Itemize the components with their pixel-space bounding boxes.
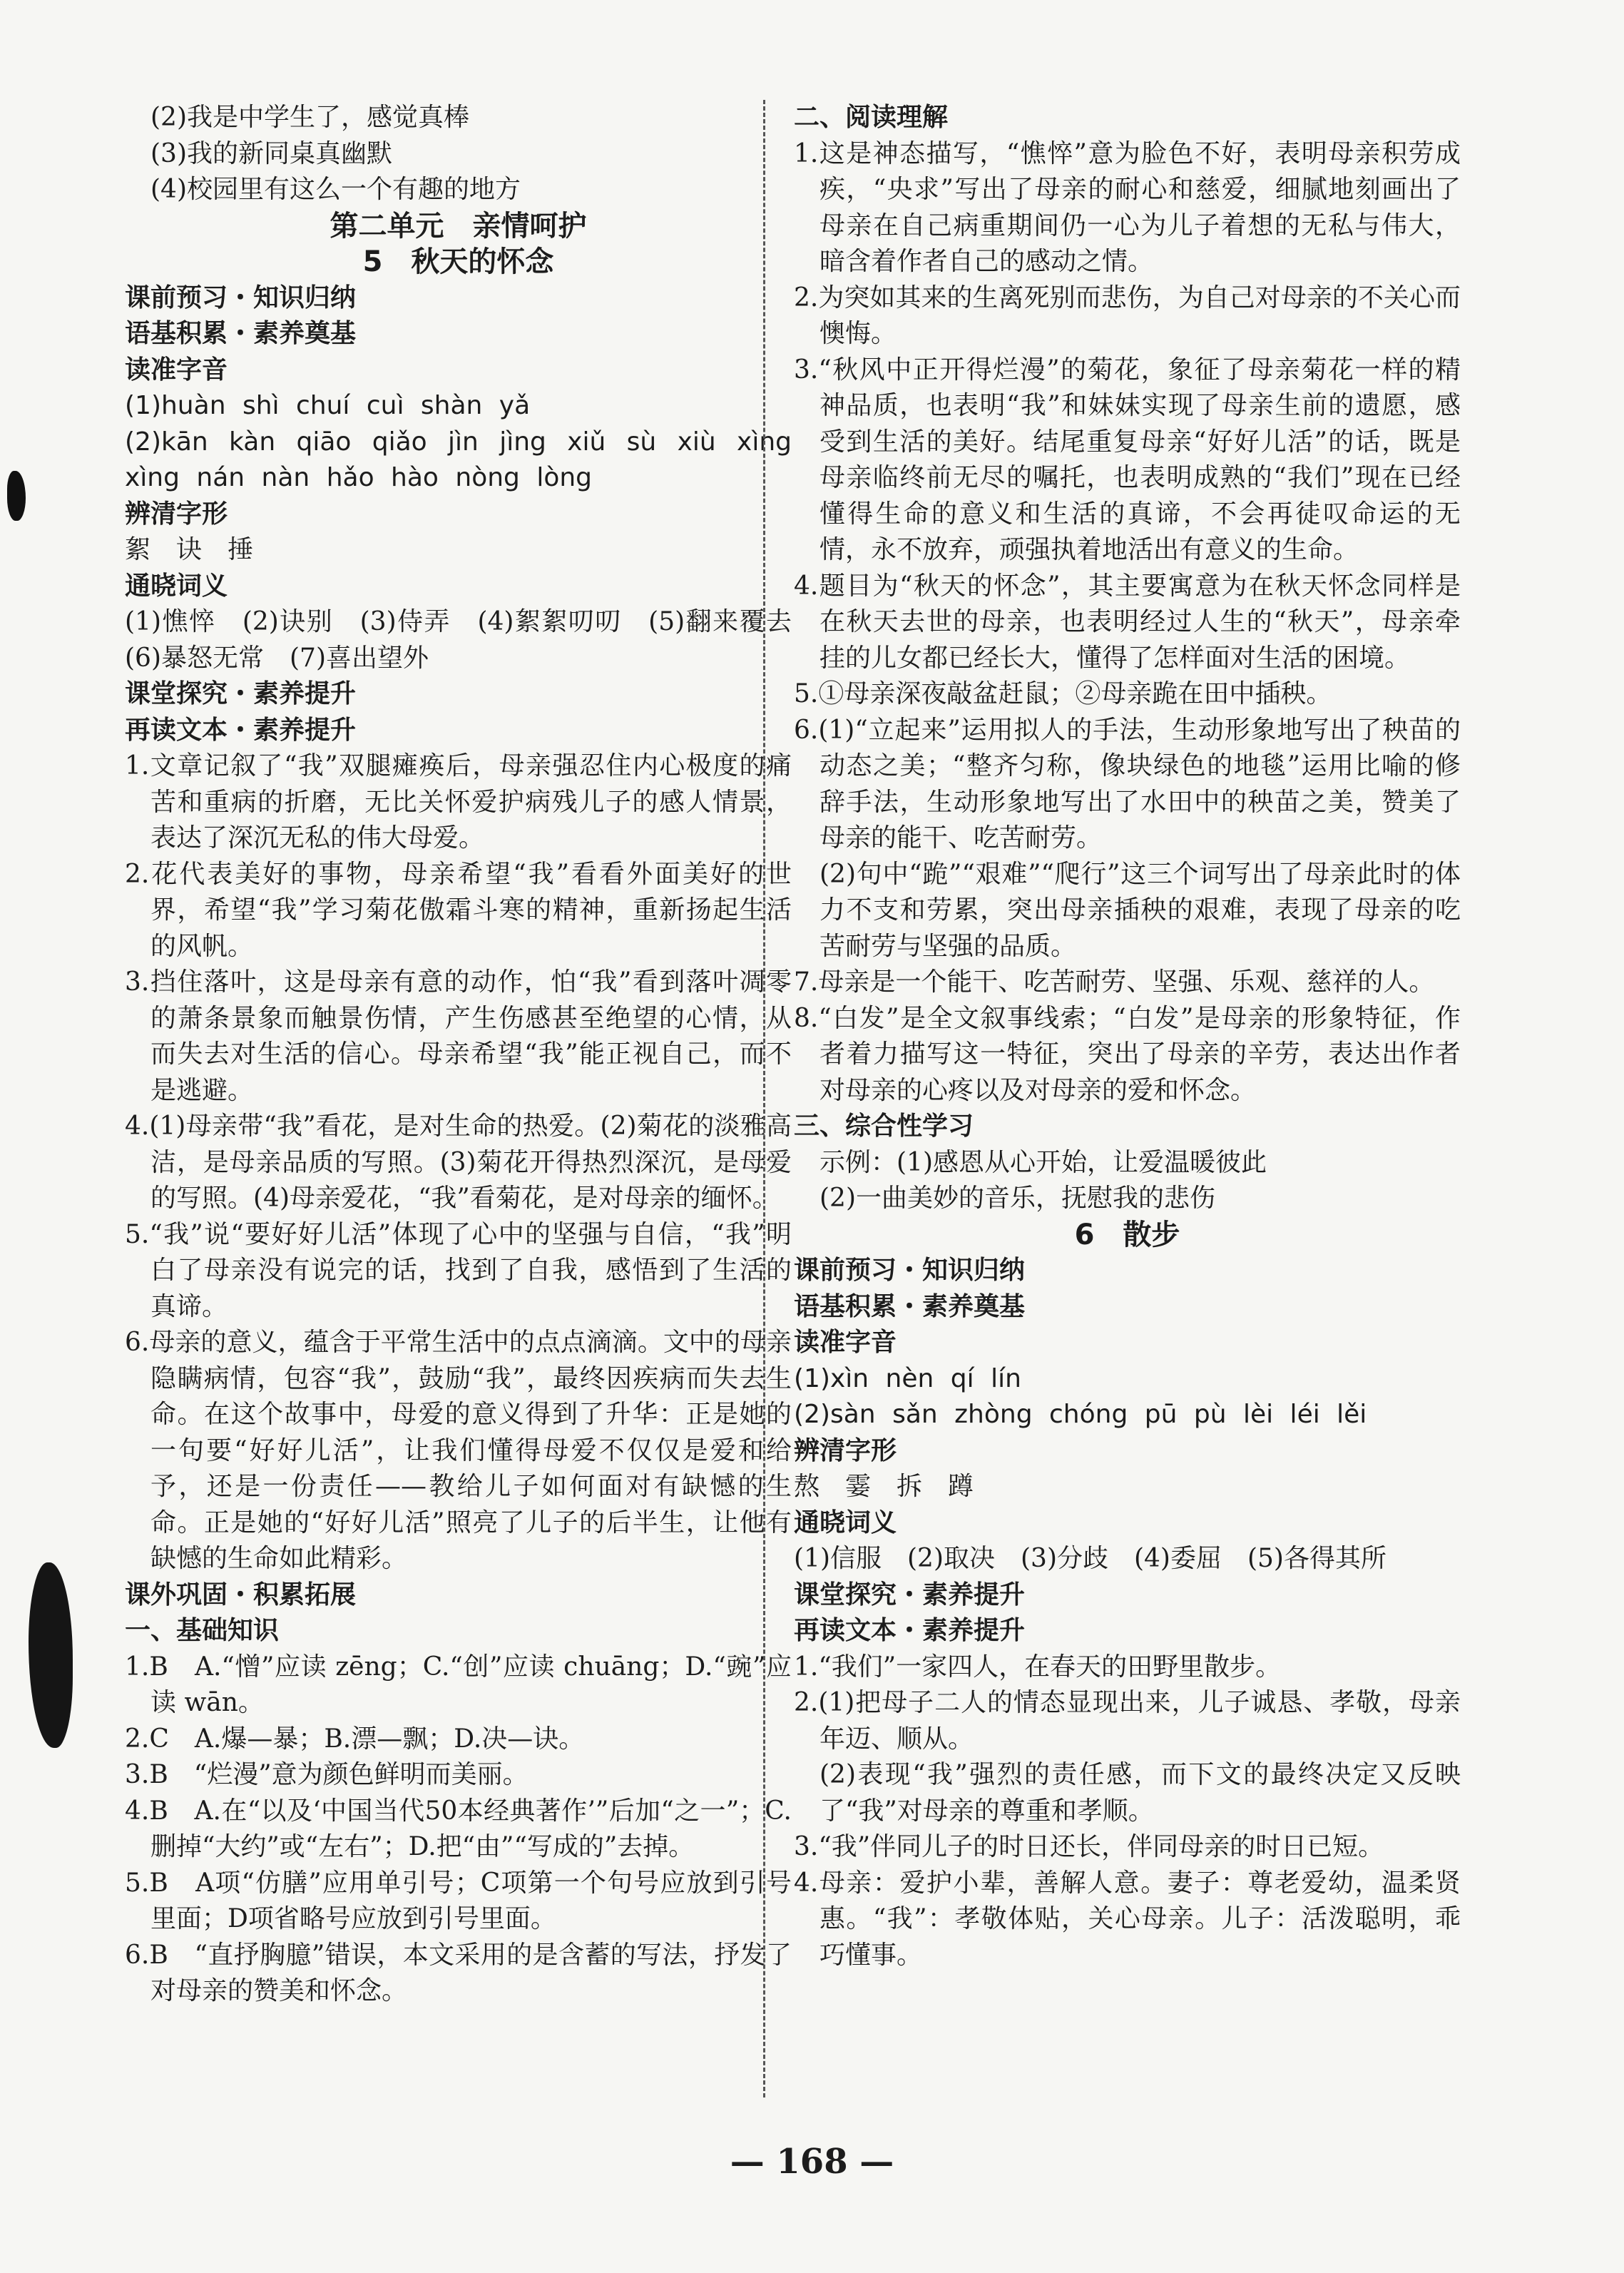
text-line: 6.B “直抒胸臆”错误，本文采用的是含蓄的写法，抒发了对母亲的赞美和怀念。: [125, 1940, 792, 2005]
section-heading: 课前预习・知识归纳: [125, 283, 357, 312]
text-line: 6.(1)“立起来”运用拟人的手法，生动形象地写出了秧苗的动态之美；“整齐匀称，像块绿色的地毯”运用比喻的修辞手法，生动形象地写出了水田中的秧苗之美，赞美了母亲的能干、吃苦耐劳。: [794, 715, 1461, 853]
text-line: 3.“秋风中正开得烂漫”的菊花，象征了母亲菊花一样的精神品质，也表明“我”和妹妹实现了母亲生前的遗愿，感受到生活的美好。结尾重复母亲“好好儿活”的话，既是母亲临终前无尽的嘱托，也表明成熟的“我们”现在已经懂得生命的意义和生活的真谛，不会再徒叹命运的无情，永不放弃，顽强执着地活出有意义的生命。: [794, 355, 1461, 564]
page-number: — 168 —: [730, 2142, 894, 2182]
section-heading: 课堂探究・素养提升: [125, 679, 357, 708]
section-heading: 5 秋天的怀念: [362, 245, 554, 278]
section-heading: 二、阅读理解: [794, 103, 949, 132]
text-line: 8.“白发”是全文叙事线索；“白发”是母亲的形象特征，作者着力描写这一特征，突出了母亲的辛劳，表达出作者对母亲的心疼以及对母亲的爱和怀念。: [794, 1003, 1461, 1105]
text-line: 7.母亲是一个能干、吃苦耐劳、坚强、乐观、慈祥的人。: [794, 967, 1435, 997]
text-line: (2)我是中学生了，感觉真棒: [150, 103, 469, 132]
text-line: 1.“我们”一家四人，在春天的田野里散步。: [794, 1652, 1282, 1682]
text-line: 絮 诀 捶: [125, 535, 254, 564]
left-column: [125, 100, 818, 2010]
text-line: 5.①母亲深夜敲盆赶鼠；②母亲跪在田中插秧。: [794, 679, 1332, 708]
text-line: 2.花代表美好的事物，母亲希望“我”看看外面美好的世界，希望“我”学习菊花傲霜斗寒的精神，重新扬起生活的风帆。: [125, 859, 792, 961]
text-line: 示例：(1)感恩从心开始，让爱温暖彼此: [819, 1147, 1267, 1177]
text-line: 3.挡住落叶，这是母亲有意的动作，怕“我”看到落叶凋零的萧条景象而触景伤情，产生伤感甚至绝望的心情，从而失去对生活的信心。母亲希望“我”能正视自己，而不是逃避。: [125, 967, 792, 1105]
text-line: (1)憔悴 (2)诀别 (3)侍弄 (4)絮絮叨叨 (5)翻来覆去 (6)暴怒无常 (7)喜出望外: [125, 607, 818, 673]
text-line: (2)kān kàn qiāo qiǎo jìn jìng xiǔ sù xiù xìng xìng nán nàn hǎo hào nòng lòng: [125, 427, 792, 492]
text-line: 2.C A.爆—暴；B.漂—飘；D.决—诀。: [125, 1724, 585, 1754]
section-heading: 辨清字形: [125, 499, 228, 529]
text-line: (2)sàn sǎn zhòng chóng pū pù lèi léi lěi: [794, 1400, 1367, 1429]
text-line: 熬 霎 拆 蹲: [794, 1472, 974, 1501]
text-line: (2)一曲美妙的音乐，抚慰我的悲伤: [819, 1184, 1215, 1213]
text-line: 6.母亲的意义，蕴含于平常生活中的点点滴滴。文中的母亲隐瞒病情，包容“我”，鼓励“我”，最终因疾病而失去生命。在这个故事中，母爱的意义得到了升华：正是她的一句要“好好儿活”，让我们懂得母爱不仅仅是爱和给予，还是一份责任——教给儿子如何面对有缺憾的生命。正是她的“好好儿活”照亮了儿子的后半生，让他有缺憾的生命如此精彩。: [125, 1328, 792, 1573]
section-heading: 读准字音: [125, 355, 228, 385]
right-column: [794, 100, 1461, 1973]
section-heading: 通晓词义: [794, 1507, 897, 1537]
text-line: 5.B A项“仿膳”应用单引号；C项第一个句号应放到引号里面；D项省略号应放到引号里面。: [125, 1868, 792, 1933]
text-line: 1.文章记叙了“我”双腿瘫痪后，母亲强忍住内心极度的痛苦和重病的折磨，无比关怀爱护病残儿子的感人情景，表达了深沉无私的伟大母爱。: [125, 751, 792, 853]
section-heading: 再读文本・素养提升: [125, 715, 357, 745]
section-heading: 课堂探究・素养提升: [794, 1580, 1026, 1610]
text-line: 1.这是神态描写，“憔悴”意为脸色不好，表明母亲积劳成疾，“央求”写出了母亲的耐心和慈爱，细腻地刻画出了母亲在自己病重期间仍一心为儿子着想的无私与伟大，暗含着作者自己的感动之情。: [794, 138, 1461, 276]
section-heading: 语基积累・素养奠基: [794, 1291, 1026, 1321]
section-heading: 第二单元 亲情呵护: [330, 209, 587, 243]
text-line: (1)信服 (2)取决 (3)分歧 (4)委屈 (5)各得其所: [794, 1544, 1386, 1573]
text-line: 3.“我”伴同儿子的时日还长，伴同母亲的时日已短。: [794, 1832, 1384, 1861]
text-line: 5.“我”说“要好好儿活”体现了心中的坚强与自信，“我”明白了母亲没有说完的话，找到了自我，感悟到了生活的真谛。: [125, 1219, 792, 1321]
section-heading: 课前预习・知识归纳: [794, 1256, 1026, 1285]
text-line: 4.题目为“秋天的怀念”，其主要寓意为在秋天怀念同样是在秋天去世的母亲，也表明经过人生的“秋天”，母亲牵挂的儿女都已经长大，懂得了怎样面对生活的困境。: [794, 571, 1461, 673]
text-line: 4.母亲：爱护小辈，善解人意。妻子：尊老爱幼，温柔贤惠。“我”：孝敬体贴，关心母亲。儿子：活泼聪明，乖巧懂事。: [794, 1868, 1461, 1970]
column-divider: [763, 100, 765, 2097]
scan-ink-mark: [7, 471, 26, 521]
text-line: 2.为突如其来的生离死别而悲伤，为自己对母亲的不关心而懊悔。: [794, 283, 1461, 348]
text-line: (4)校园里有这么一个有趣的地方: [150, 175, 521, 204]
text-line: 4.B A.在“以及‘中国当代50本经典著作’”后加“之一”；C.删掉“大约”或“左右”；D.把“由”“写成的”去掉。: [125, 1796, 792, 1861]
text-line: 3.B “烂漫”意为颜色鲜明而美丽。: [125, 1760, 528, 1789]
text-line: 1.B A.“憎”应读 zēng；C.“创”应读 chuāng；D.“豌”应读 wān。: [125, 1652, 792, 1717]
text-line: 2.(1)把母子二人的情态显现出来，儿子诚恳、孝敬，母亲年迈、顺从。: [794, 1688, 1461, 1754]
section-heading: 三、综合性学习: [794, 1112, 974, 1141]
text-line: (2)句中“跪”“艰难”“爬行”这三个词写出了母亲此时的体力不支和劳累，突出母亲插秧的艰难，表现了母亲的吃苦耐劳与坚强的品质。: [819, 859, 1461, 961]
text-line: (1)huàn shì chuí cuì shàn yǎ: [125, 391, 531, 420]
section-heading: 语基积累・素养奠基: [125, 319, 357, 348]
text-line: (2)表现“我”强烈的责任感，而下文的最终决定又反映了“我”对母亲的尊重和孝顺。: [819, 1760, 1461, 1826]
text-line: (1)xìn nèn qí lín: [794, 1363, 1021, 1393]
text-line: (3)我的新同桌真幽默: [150, 138, 392, 168]
section-heading: 通晓词义: [125, 571, 228, 601]
section-heading: 课外巩固・积累拓展: [125, 1580, 357, 1610]
section-heading: 再读文本・素养提升: [794, 1616, 1026, 1645]
scan-ink-mark: [29, 1562, 73, 1748]
text-line: 4.(1)母亲带“我”看花，是对生命的热爱。(2)菊花的淡雅高洁，是母亲品质的写照。(3)菊花开得热烈深沉，是母爱的写照。(4)母亲爱花，“我”看菊花，是对母亲的缅怀。: [125, 1112, 792, 1213]
section-heading: 读准字音: [794, 1328, 897, 1357]
section-heading: 辨清字形: [794, 1435, 897, 1465]
section-heading: 6 散步: [1074, 1218, 1180, 1251]
section-heading: 一、基础知识: [125, 1616, 280, 1645]
